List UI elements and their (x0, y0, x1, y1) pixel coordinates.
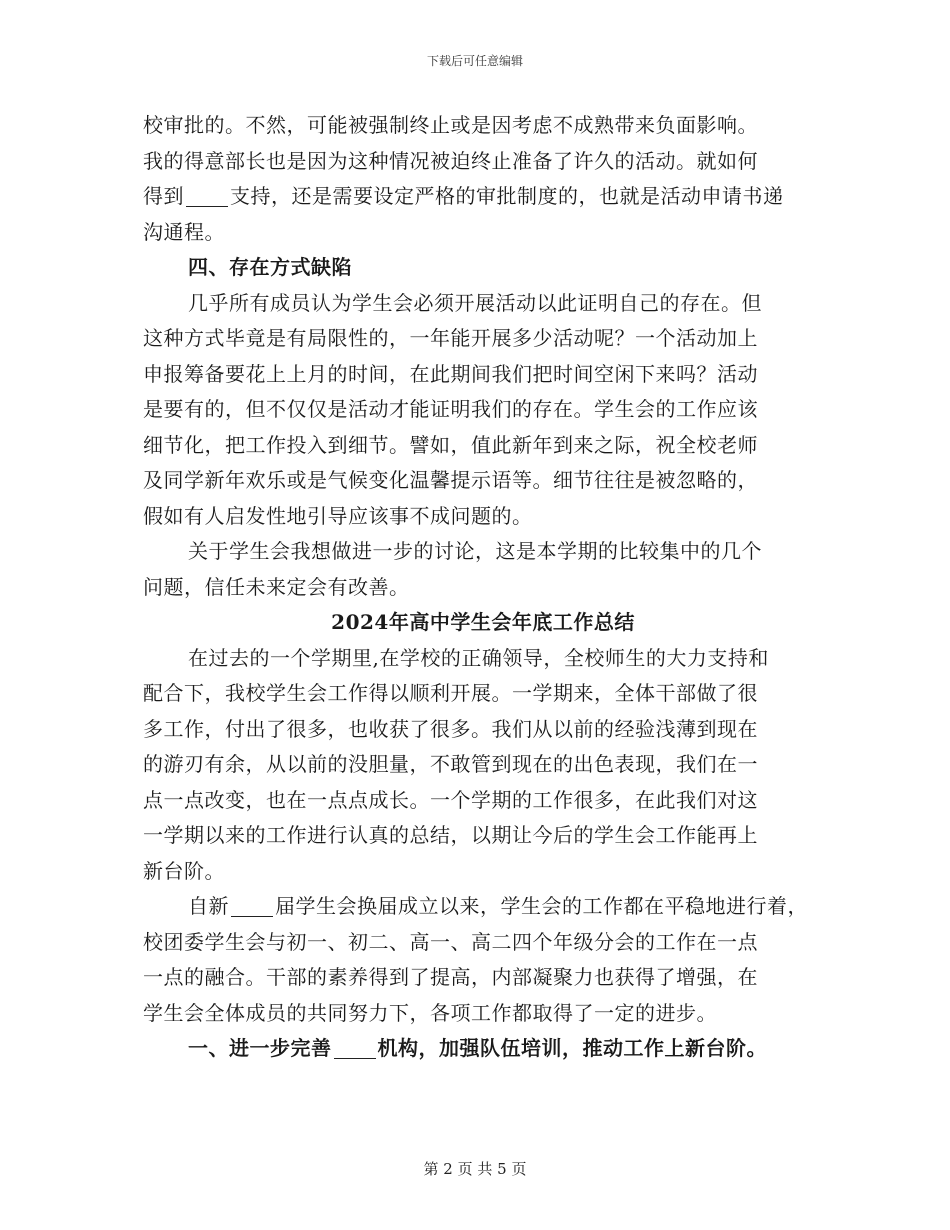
text-segment: 自新 (188, 894, 229, 918)
text-segment: 一、进一步完善 (188, 1036, 332, 1060)
paragraph-line: 配合下，我校学生会工作得以顺利开展。一学期来，全体干部做了很 (143, 681, 758, 705)
fill-blank (186, 184, 228, 207)
paragraph-line: 几乎所有成员认为学生会必须开展活动以此证明自己的存在。但 (188, 290, 762, 315)
paragraph-line: 及同学新年欢乐或是气候变化温馨提示语等。细节往往是被忽略的， (143, 468, 758, 492)
paragraph-line: 在过去的一个学期里,在学校的正确领导，全校师生的大力支持和 (188, 645, 769, 670)
section-heading: 四、存在方式缺陷 (188, 255, 352, 279)
paragraph-line: 我的得意部长也是因为这种情况被迫终止准备了许久的活动。就如何 (143, 148, 758, 173)
paragraph-line: 细节化，把工作投入到细节。譬如，值此新年到来之际，祝全校老师 (143, 432, 758, 457)
paragraph-line (143, 179, 823, 215)
paragraph-line: 一点的融合。干部的素养得到了提高，内部凝聚力也获得了增强，在 (143, 965, 758, 989)
paragraph-line: 一学期以来的工作进行认真的总结，以期让今后的学生会工作能再上 (143, 823, 758, 847)
paragraph-line: 新台阶。 (143, 858, 225, 883)
document-body (143, 108, 823, 1067)
paragraph-line: 的游刃有余，从以前的没胆量，不敢管到现在的出色表现，我们在一 (143, 752, 758, 776)
paragraph-line (143, 889, 823, 925)
paragraph-line: 申报筹备要花上上月的时间，在此期间我们把时间空闲下来吗？活动 (143, 361, 758, 386)
paragraph-line: 这种方式毕竟是有局限性的，一年能开展多少活动呢？一个活动加上 (143, 326, 758, 350)
document-title: 2024年高中学生会年底工作总结 (331, 610, 635, 634)
paragraph-line: 学生会全体成员的共同努力下，各项工作都取得了一定的进步。 (143, 1000, 717, 1025)
fill-blank (231, 894, 273, 917)
paragraph-line: 问题，信任未来定会有改善。 (143, 574, 410, 599)
paragraph-line: 点一点改变，也在一点点成长。一个学期的工作很多，在此我们对这 (143, 787, 758, 812)
text-segment: 机构，加强队伍培训，推动工作上新台阶。 (377, 1036, 767, 1060)
page-header: 下载后可任意编辑 (426, 54, 523, 68)
text-segment: 得到 (143, 184, 184, 208)
text-segment: 届学生会换届成立以来，学生会的工作都在平稳地进行着， (275, 894, 808, 918)
text-segment: 支持，还是需要设定严格的审批制度的，也就是活动申请书递 (230, 184, 784, 208)
paragraph-line: 校团委学生会与初一、初二、高一、高二四个年级分会的工作在一点 (143, 929, 758, 954)
paragraph-line: 沟通程。 (143, 219, 225, 244)
paragraph-line: 假如有人启发性地引导应该事不成问题的。 (143, 503, 533, 528)
paragraph-line: 多工作，付出了很多，也收获了很多。我们从以前的经验浅薄到现在 (143, 716, 758, 741)
paragraph-line: 是要有的，但不仅仅是活动才能证明我们的存在。学生会的工作应该 (143, 397, 758, 421)
section-heading (143, 1031, 823, 1067)
paragraph-line: 校审批的。不然，可能被强制终止或是因考虑不成熟带来负面影响。 (143, 113, 758, 137)
paragraph-line: 关于学生会我想做进一步的讨论，这是本学期的比较集中的几个 (188, 539, 762, 563)
page-footer: 第 2 页 共 5 页 (423, 1160, 527, 1178)
fill-blank (334, 1036, 376, 1059)
